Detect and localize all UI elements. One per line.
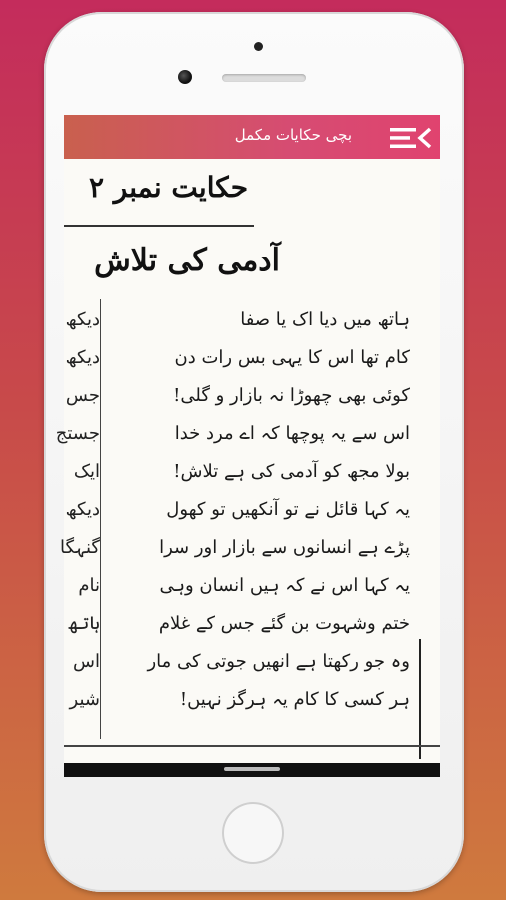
heading-divider	[64, 225, 254, 227]
poem-line: وہ جو رکھتا ہے انھیں جوتی کی مار	[147, 651, 410, 672]
story-title: آدمی کی تلاش	[94, 243, 280, 278]
story-number-heading: حکایت نمبر ۲	[88, 171, 248, 204]
left-fragment: شیر	[69, 689, 100, 710]
left-fragment: ایک	[73, 461, 100, 482]
poem-line: کام تھا اس کا یہی بس رات دن	[174, 347, 410, 368]
poem-line: بولا مجھ کو آدمی کی ہے تلاش!	[173, 461, 410, 482]
poem-line: اس سے یہ پوچھا کہ اے مرد خدا	[174, 423, 410, 444]
home-button[interactable]	[222, 802, 284, 864]
left-fragment: جستج	[55, 423, 100, 444]
gesture-handle[interactable]	[224, 767, 280, 771]
app-screen	[55, 115, 440, 777]
camera-lens-icon	[178, 70, 192, 84]
page-margin-rule	[419, 639, 421, 759]
left-column-fragments	[55, 309, 100, 727]
left-fragment: نام	[78, 575, 100, 596]
scanned-page	[55, 159, 440, 763]
front-camera-icon	[254, 42, 263, 51]
column-divider	[100, 299, 101, 739]
left-fragment: گنہگا	[60, 537, 100, 558]
gesture-bar	[64, 763, 440, 777]
left-fragment: دیکھ	[65, 499, 100, 520]
page-bottom-rule	[64, 745, 440, 747]
app-title: بچی حکایات مکمل	[234, 126, 352, 144]
speaker-grille	[222, 74, 306, 82]
poem-line: ہاتھ میں دیا اک یا صفا	[240, 309, 410, 330]
app-bar	[64, 115, 440, 159]
poem-line: ہر کسی کا کام یہ ہرگز نہیں!	[179, 689, 410, 710]
poem-line: یہ کہا قائل نے تو آنکھیں تو کھول	[166, 499, 410, 520]
poem-body	[116, 309, 410, 727]
left-fragment: دیکھ	[65, 347, 100, 368]
poem-line: یہ کہا اس نے کہ ہیں انسان وہی	[159, 575, 410, 596]
menu-back-icon[interactable]	[388, 126, 432, 150]
left-fragment: اس	[73, 651, 100, 672]
left-fragment: جس	[65, 385, 100, 406]
poem-line: ختم وشہوت بن گئے جس کے غلام	[158, 613, 410, 634]
left-fragment: ہاتھ	[68, 613, 100, 634]
poem-line: کوئی بھی چھوڑا نہ بازار و گلی!	[173, 385, 410, 406]
poem-line: پڑے ہے انسانوں سے بازار اور سرا	[159, 537, 410, 558]
left-fragment: دیکھ	[65, 309, 100, 330]
